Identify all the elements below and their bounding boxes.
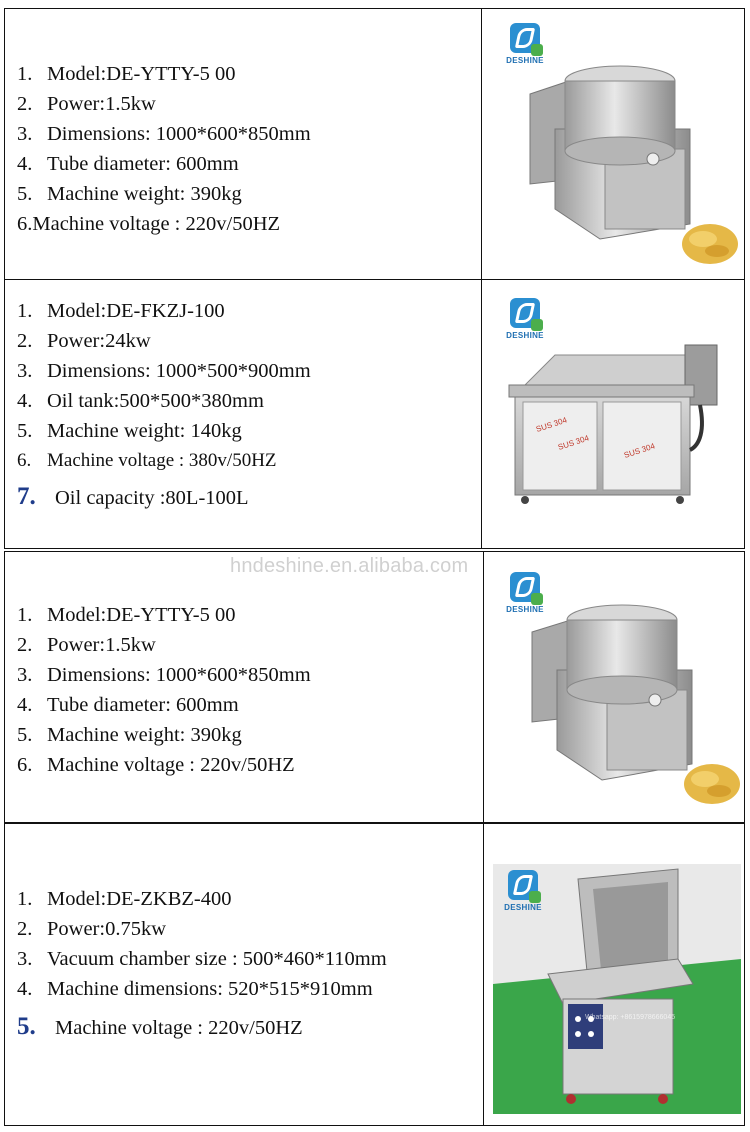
- row-divider: [481, 9, 482, 279]
- product-row-2: [4, 279, 745, 549]
- fryer-machine-photo: [485, 280, 745, 548]
- dewatering-machine-photo: [485, 9, 745, 279]
- product-row-3: [4, 551, 745, 823]
- spec-item: 3. Vacuum chamber size : 500*460*110mm: [17, 948, 387, 970]
- vacuum-packing-machine-photo: [493, 864, 741, 1114]
- row-divider: [481, 280, 482, 548]
- spec-item: 4. Oil tank:500*500*380mm: [17, 390, 264, 412]
- product-row-1: [4, 8, 745, 280]
- spec-item: 5. Machine weight: 140kg: [17, 420, 242, 442]
- spec-list: [17, 296, 311, 513]
- spec-item: 2. Power:24kw: [17, 330, 151, 352]
- photo-watermark: Whatsapp: +8615978666045: [585, 1014, 676, 1021]
- dewatering-machine-photo: [487, 552, 745, 822]
- spec-item: 6. Machine voltage : 380v/50HZ: [17, 450, 277, 471]
- spec-item: 6.Machine voltage : 220v/50HZ: [17, 213, 281, 235]
- row-divider: [483, 824, 484, 1125]
- spec-item: 3. Dimensions: 1000*600*850mm: [17, 123, 311, 145]
- spec-item: 3. Dimensions: 1000*500*900mm: [17, 360, 311, 382]
- product-row-4: [4, 823, 745, 1126]
- tank-label: SUS 304: [556, 433, 591, 452]
- spec-item: 1. Model:DE-YTTY-5 00: [17, 604, 236, 626]
- spec-item: 4. Machine dimensions: 520*515*910mm: [17, 978, 373, 1000]
- deshine-logo: DESHINE: [495, 572, 555, 622]
- site-watermark: hndeshine.en.alibaba.com: [230, 555, 469, 577]
- spec-list: [17, 600, 311, 780]
- spec-item: 1. Model:DE-YTTY-5 00: [17, 63, 236, 85]
- tank-label: SUS 304: [622, 441, 657, 460]
- spec-list: [17, 59, 311, 239]
- spec-item: 5. Machine weight: 390kg: [17, 724, 242, 746]
- spec-item: 1. Model:DE-FKZJ-100: [17, 300, 225, 322]
- spec-item: 1. Model:DE-ZKBZ-400: [17, 888, 232, 910]
- spec-list: [17, 884, 387, 1043]
- spec-item: 4. Tube diameter: 600mm: [17, 694, 239, 716]
- spec-item: 2. Power:1.5kw: [17, 634, 156, 656]
- spec-item: 5. Machine voltage : 220v/50HZ: [17, 1013, 303, 1040]
- row-divider: [483, 552, 484, 822]
- spec-item: 2. Power:0.75kw: [17, 918, 167, 940]
- deshine-logo: DESHINE: [495, 298, 555, 348]
- spec-item: 3. Dimensions: 1000*600*850mm: [17, 664, 311, 686]
- spec-item: 5. Machine weight: 390kg: [17, 183, 242, 205]
- spec-item: 6. Machine voltage : 220v/50HZ: [17, 754, 295, 776]
- spec-item: 2. Power:1.5kw: [17, 93, 156, 115]
- spec-item: 4. Tube diameter: 600mm: [17, 153, 239, 175]
- deshine-logo: DESHINE: [495, 23, 555, 73]
- deshine-logo: DESHINE: [493, 870, 553, 920]
- tank-label: SUS 304: [534, 415, 569, 434]
- spec-item: 7. Oil capacity :80L-100L: [17, 483, 249, 510]
